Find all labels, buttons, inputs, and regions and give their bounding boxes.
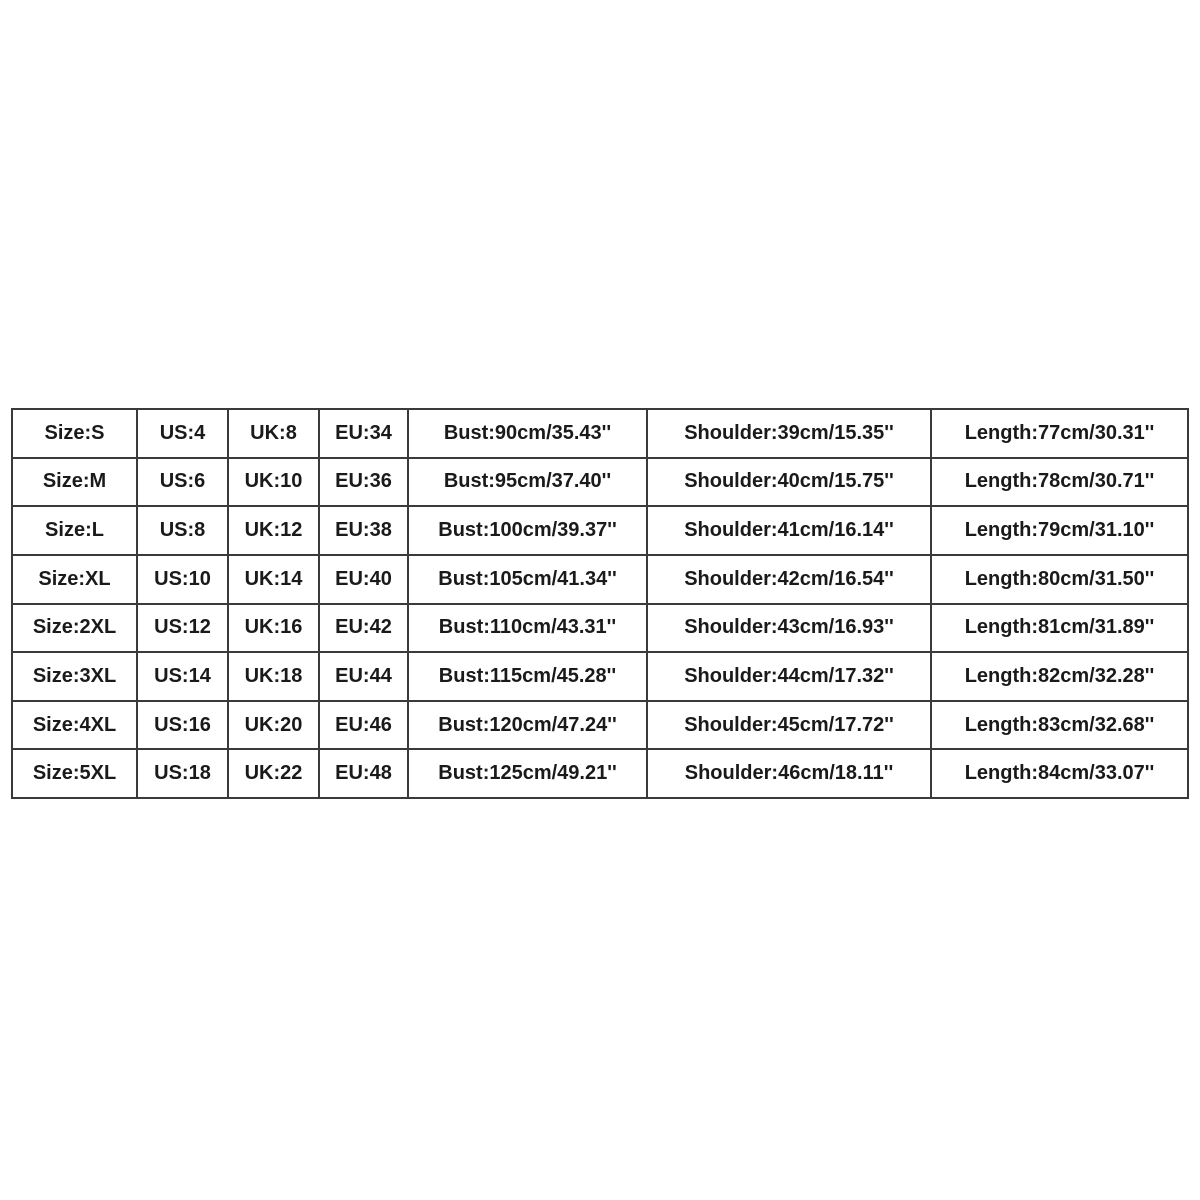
table-row [12, 458, 1188, 507]
bust-cell: Bust:95cm/37.40'' [408, 458, 647, 507]
length-cell: Length:80cm/31.50'' [931, 555, 1188, 604]
length-cell: Length:81cm/31.89'' [931, 604, 1188, 653]
size-cell: Size:3XL [12, 652, 137, 701]
shoulder-cell: Shoulder:40cm/15.75'' [647, 458, 931, 507]
bust-cell: Bust:110cm/43.31'' [408, 604, 647, 653]
eu-size-cell: EU:44 [319, 652, 408, 701]
bust-cell: Bust:115cm/45.28'' [408, 652, 647, 701]
size-cell: Size:L [12, 506, 137, 555]
length-cell: Length:77cm/30.31'' [931, 409, 1188, 458]
eu-size-cell: EU:36 [319, 458, 408, 507]
shoulder-cell: Shoulder:45cm/17.72'' [647, 701, 931, 750]
length-cell: Length:84cm/33.07'' [931, 749, 1188, 798]
us-size-cell: US:12 [137, 604, 228, 653]
us-size-cell: US:18 [137, 749, 228, 798]
length-cell: Length:78cm/30.71'' [931, 458, 1188, 507]
shoulder-cell: Shoulder:39cm/15.35'' [647, 409, 931, 458]
shoulder-cell: Shoulder:44cm/17.32'' [647, 652, 931, 701]
eu-size-cell: EU:34 [319, 409, 408, 458]
us-size-cell: US:4 [137, 409, 228, 458]
size-cell: Size:M [12, 458, 137, 507]
bust-cell: Bust:120cm/47.24'' [408, 701, 647, 750]
uk-size-cell: UK:12 [228, 506, 319, 555]
size-chart-body [12, 409, 1188, 798]
us-size-cell: US:16 [137, 701, 228, 750]
size-cell: Size:5XL [12, 749, 137, 798]
table-row [12, 506, 1188, 555]
eu-size-cell: EU:48 [319, 749, 408, 798]
uk-size-cell: UK:8 [228, 409, 319, 458]
us-size-cell: US:14 [137, 652, 228, 701]
eu-size-cell: EU:38 [319, 506, 408, 555]
eu-size-cell: EU:46 [319, 701, 408, 750]
bust-cell: Bust:100cm/39.37'' [408, 506, 647, 555]
length-cell: Length:79cm/31.10'' [931, 506, 1188, 555]
table-row [12, 701, 1188, 750]
table-row [12, 749, 1188, 798]
table-row [12, 409, 1188, 458]
table-row [12, 652, 1188, 701]
table-row [12, 555, 1188, 604]
eu-size-cell: EU:42 [319, 604, 408, 653]
us-size-cell: US:10 [137, 555, 228, 604]
size-cell: Size:4XL [12, 701, 137, 750]
length-cell: Length:82cm/32.28'' [931, 652, 1188, 701]
shoulder-cell: Shoulder:43cm/16.93'' [647, 604, 931, 653]
shoulder-cell: Shoulder:42cm/16.54'' [647, 555, 931, 604]
bust-cell: Bust:90cm/35.43'' [408, 409, 647, 458]
size-cell: Size:XL [12, 555, 137, 604]
uk-size-cell: UK:22 [228, 749, 319, 798]
table-row [12, 604, 1188, 653]
us-size-cell: US:8 [137, 506, 228, 555]
size-cell: Size:S [12, 409, 137, 458]
size-chart-table [11, 408, 1189, 799]
uk-size-cell: UK:14 [228, 555, 319, 604]
bust-cell: Bust:105cm/41.34'' [408, 555, 647, 604]
shoulder-cell: Shoulder:41cm/16.14'' [647, 506, 931, 555]
eu-size-cell: EU:40 [319, 555, 408, 604]
uk-size-cell: UK:18 [228, 652, 319, 701]
us-size-cell: US:6 [137, 458, 228, 507]
uk-size-cell: UK:16 [228, 604, 319, 653]
bust-cell: Bust:125cm/49.21'' [408, 749, 647, 798]
shoulder-cell: Shoulder:46cm/18.11'' [647, 749, 931, 798]
uk-size-cell: UK:10 [228, 458, 319, 507]
length-cell: Length:83cm/32.68'' [931, 701, 1188, 750]
uk-size-cell: UK:20 [228, 701, 319, 750]
size-cell: Size:2XL [12, 604, 137, 653]
